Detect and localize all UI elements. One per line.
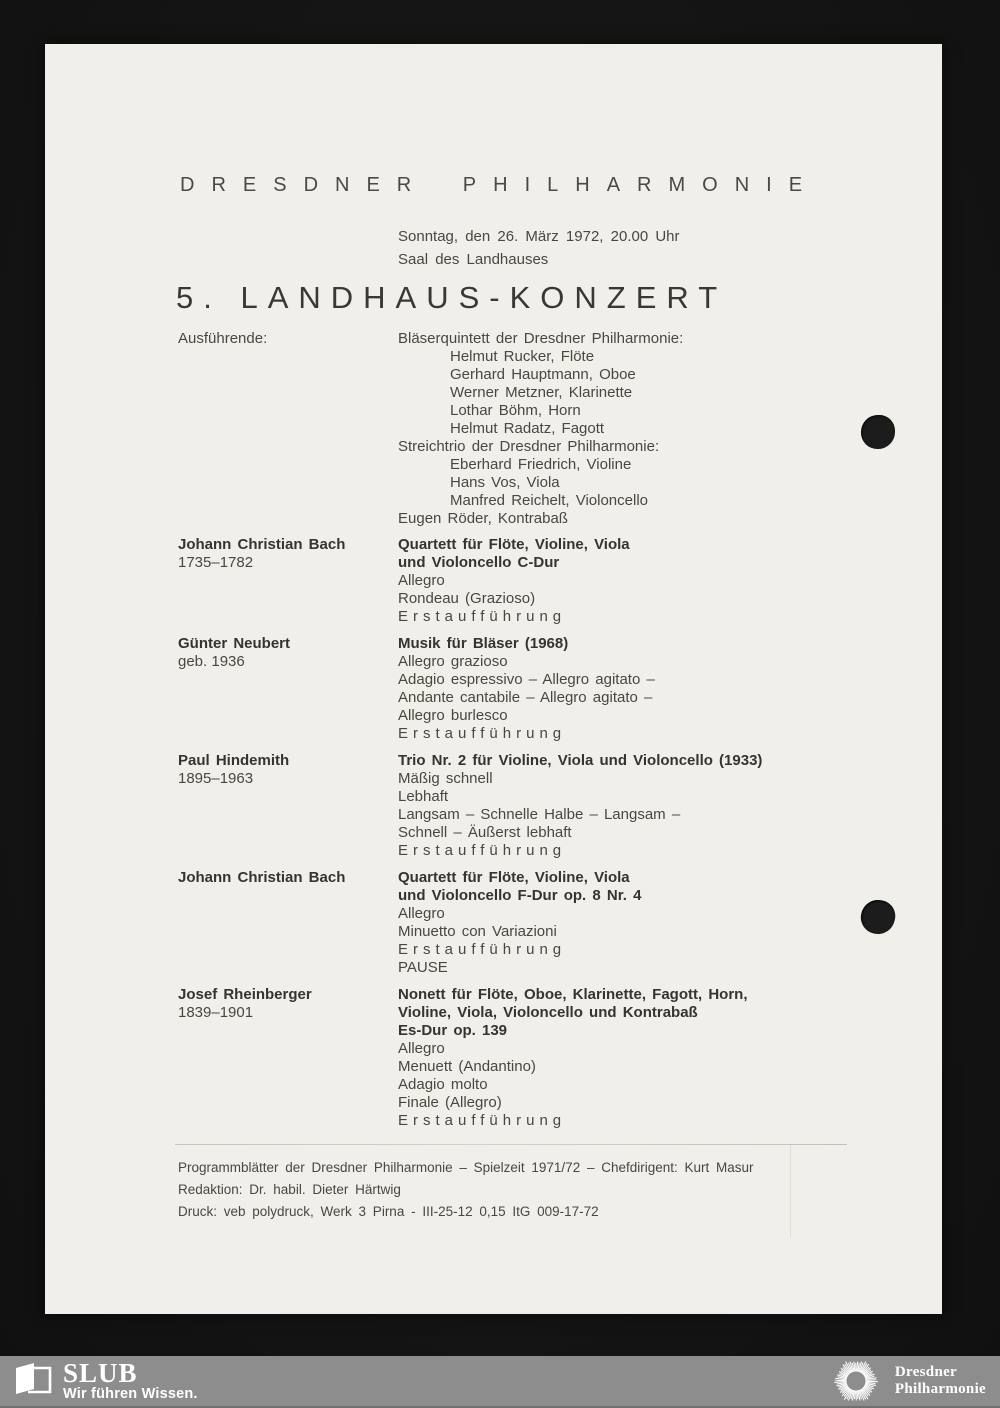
composer-cell [178, 536, 398, 626]
composer-name: Johann Christian Bach [178, 536, 346, 553]
program-row [178, 635, 902, 743]
divider-rule [175, 1144, 847, 1145]
ensemble-name: Bläserquintett der Dresdner Philharmonie: [398, 330, 684, 347]
composer-name: Johann Christian Bach [178, 869, 346, 886]
work-cell [398, 752, 902, 860]
movement: Allegro [398, 572, 445, 589]
program-row [178, 752, 902, 860]
movement: Allegro burlesco [398, 707, 508, 724]
dp-wordmark-line2: Philharmonie [894, 1381, 986, 1397]
work-cell [398, 986, 902, 1130]
concert-date: Sonntag, den 26. März 1972, 20.00 Uhr [398, 228, 680, 245]
work-title-line: Trio Nr. 2 für Violine, Viola und Violoncello (1933) [398, 752, 763, 769]
slub-wordmark: SLUB [63, 1358, 138, 1388]
dp-wordmark [895, 1364, 986, 1398]
imprint-line: Programmblätter der Dresdner Philharmonie – Spielzeit 1971/72 – Chefdirigent: Kurt Masur [178, 1160, 754, 1175]
work-cell [398, 635, 902, 743]
movement: Adagio espressivo – Allegro agitato – [398, 671, 655, 688]
movement: Lebhaft [398, 788, 449, 805]
work-cell [398, 869, 902, 977]
work-title-line: Es-Dur op. 139 [398, 1022, 508, 1039]
composer-dates: 1735–1782 [178, 554, 254, 571]
premiere-note: Erstaufführung [398, 1112, 567, 1129]
work-title-line: und Violoncello C-Dur [398, 554, 560, 571]
document-header: DRESDNER PHILHARMONIE [180, 174, 820, 196]
ensemble-member: Eberhard Friedrich, Violine [450, 456, 632, 473]
composer-cell [178, 869, 398, 977]
program-row [178, 986, 902, 1130]
ensemble-member: Manfred Reichelt, Violoncello [450, 492, 648, 509]
movement: Finale (Allegro) [398, 1094, 502, 1111]
composer-name: Paul Hindemith [178, 752, 290, 769]
movement: Adagio molto [398, 1076, 488, 1093]
work-title-line: Violine, Viola, Violoncello und Kontrabaß [398, 1004, 698, 1021]
composer-cell [178, 986, 398, 1130]
concert-venue: Saal des Landhauses [398, 251, 549, 268]
imprint-line: Druck: veb polydruck, Werk 3 Pirna - III-25-12 0,15 ItG 009-17-72 [178, 1204, 599, 1219]
ensemble-member: Gerhard Hauptmann, Oboe [450, 366, 636, 383]
composer-dates: 1895–1963 [178, 770, 254, 787]
program-row [178, 869, 902, 977]
composer-name: Josef Rheinberger [178, 986, 312, 1003]
composer-cell [178, 635, 398, 743]
premiere-note: Erstaufführung [398, 941, 567, 958]
performer-list [398, 330, 902, 528]
slub-tagline: Wir führen Wissen. [63, 1386, 198, 1402]
scanned-program-page [45, 44, 942, 1314]
program-row [178, 536, 902, 626]
imprint-line: Redaktion: Dr. habil. Dieter Härtwig [178, 1182, 401, 1197]
ensemble-member: Helmut Rucker, Flöte [450, 348, 595, 365]
slub-book-icon [13, 1360, 53, 1397]
work-title-line: Musik für Bläser (1968) [398, 635, 569, 652]
concert-title: 5. LANDHAUS-KONZERT [176, 280, 728, 315]
punch-hole [861, 415, 895, 449]
work-cell [398, 536, 902, 626]
movement: Menuett (Andantino) [398, 1058, 536, 1075]
dp-wordmark-line1: Dresdner [894, 1364, 958, 1380]
premiere-note: Erstaufführung [398, 842, 567, 859]
scan-fold-artifact [790, 1145, 791, 1237]
work-title-line: Quartett für Flöte, Violine, Viola [398, 536, 630, 553]
ensemble-member: Hans Vos, Viola [450, 474, 560, 491]
ensemble-member: Werner Metzner, Klarinette [450, 384, 633, 401]
imprint-block [178, 1157, 754, 1223]
movement: Allegro [398, 1040, 445, 1057]
dresdner-philharmonie-logo[interactable] [832, 1357, 986, 1405]
slub-logo[interactable] [13, 1360, 198, 1402]
movement: Allegro [398, 905, 445, 922]
composer-cell [178, 752, 398, 860]
movement: Andante cantabile – Allegro agitato – [398, 689, 653, 706]
movement: Minuetto con Variazioni [398, 923, 557, 940]
movement: Mäßig schnell [398, 770, 493, 787]
movement: Schnell – Äußerst lebhaft [398, 824, 572, 841]
ensemble-member: Helmut Radatz, Fagott [450, 420, 605, 437]
movement: Rondeau (Grazioso) [398, 590, 536, 607]
premiere-note: Erstaufführung [398, 608, 567, 625]
pause-note: PAUSE [398, 959, 448, 976]
performers-section [178, 330, 902, 528]
movement: Allegro grazioso [398, 653, 508, 670]
composer-dates: 1839–1901 [178, 1004, 254, 1021]
dp-starburst-icon [832, 1357, 880, 1405]
premiere-note: Erstaufführung [398, 725, 567, 742]
ensemble-member: Lothar Böhm, Horn [450, 402, 581, 419]
performers-label: Ausführende: [178, 330, 268, 347]
movement: Langsam – Schnelle Halbe – Langsam – [398, 806, 681, 823]
viewer-footer-bar [0, 1356, 1000, 1408]
program-list [178, 536, 902, 1130]
composer-dates: geb. 1936 [178, 653, 245, 670]
work-title-line: Nonett für Flöte, Oboe, Klarinette, Fagott, Horn, [398, 986, 748, 1003]
work-title-line: Quartett für Flöte, Violine, Viola [398, 869, 630, 886]
ensemble-name: Streichtrio der Dresdner Philharmonie: [398, 438, 660, 455]
performer: Eugen Röder, Kontrabaß [398, 510, 568, 527]
composer-name: Günter Neubert [178, 635, 291, 652]
concert-date-block [398, 225, 680, 271]
work-title-line: und Violoncello F-Dur op. 8 Nr. 4 [398, 887, 642, 904]
